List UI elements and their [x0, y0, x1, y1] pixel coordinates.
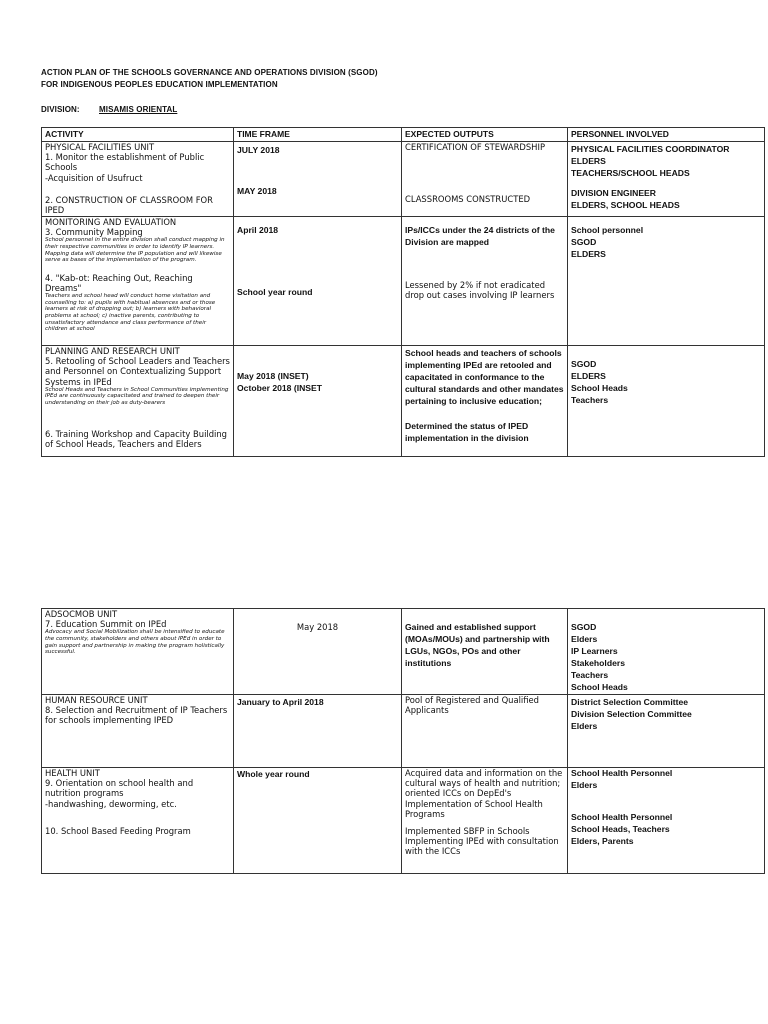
personnel-text: DIVISION ENGINEER: [571, 188, 656, 198]
personnel-text: PHYSICAL FACILITIES COORDINATOR: [571, 144, 730, 154]
personnel-text: Stakeholders: [571, 658, 625, 668]
expected-output-cell: [402, 142, 568, 217]
activity-text: 7. Education Summit on IPEd: [45, 619, 167, 630]
unit-label: PHYSICAL FACILITIES UNIT: [45, 142, 155, 152]
personnel-cell: [568, 142, 765, 217]
activity-text: 8. Selection and Recruitment of IP Teachers for schools implementing IPED: [45, 705, 228, 726]
activity-description: Teachers and school head will conduct home visitation and counselling to: a) pupils with habitual absences and or those learners at risk of dropping out; b) learners with behavioral problems at school; c) inactive parents, contributing to unsatisfactory attendance and class performance of their children at school: [45, 293, 216, 333]
personnel-text: Elders: [571, 780, 598, 790]
personnel-cell: [568, 609, 765, 695]
expected-output-cell: [402, 695, 568, 768]
table-row: [42, 768, 765, 874]
personnel-text: School Heads: [571, 682, 628, 692]
time-frame-cell: [234, 695, 402, 768]
table-row: [42, 142, 765, 217]
time-frame-text: January to April 2018: [237, 697, 324, 707]
activity-text: 9. Orientation on school health and nutrition programs: [45, 778, 194, 799]
document-title-line2: FOR INDIGENOUS PEOPLES EDUCATION IMPLEMENTATION: [41, 80, 278, 89]
activity-cell: [42, 217, 234, 346]
column-header-expected-outputs: EXPECTED OUTPUTS: [402, 128, 568, 142]
time-frame-cell: [234, 609, 402, 695]
table-row: [42, 346, 765, 457]
activity-text: 4. "Kab-ot: Reaching Out, Reaching Dreams": [45, 272, 193, 293]
time-frame-text: JULY 2018: [237, 145, 280, 155]
personnel-text: SGOD: [571, 237, 597, 247]
activity-text: 2. CONSTRUCTION OF CLASSROOM FOR IPED: [45, 194, 213, 216]
time-frame-text: May 2018: [296, 622, 339, 632]
activity-cell: [42, 609, 234, 695]
output-text: Gained and established support (MOAs/MOUs) and partnership with LGUs, NGOs, POs and other institutions: [405, 622, 550, 668]
personnel-cell: [568, 346, 765, 457]
output-text: IPs/ICCs under the 24 districts of the Division are mapped: [405, 225, 555, 247]
activity-description: School Heads and Teachers in School Communities implementing IPEd are continuously capacitated and trained to deepen their understanding on their job as duty-bearers: [45, 386, 229, 406]
output-text: Acquired data and information on the cultural ways of health and nutrition; oriented ICCs on DepEd's Implementation of School Health Programs: [405, 768, 563, 819]
personnel-text: School Health Personnel: [571, 812, 673, 822]
time-frame-cell: [234, 142, 402, 217]
personnel-text: SGOD: [571, 359, 597, 369]
table-header-row: [42, 128, 765, 142]
personnel-text: ELDERS: [571, 156, 606, 166]
column-header-activity: ACTIVITY: [42, 128, 234, 142]
table-row: [42, 695, 765, 768]
personnel-cell: [568, 217, 765, 346]
activity-text: 1. Monitor the establishment of Public Schools: [45, 152, 205, 173]
time-frame-text: MAY 2018: [237, 186, 277, 196]
activity-text: 3. Community Mapping: [45, 227, 143, 238]
personnel-text: TEACHERS/SCHOOL HEADS: [571, 168, 690, 178]
personnel-cell: [568, 695, 765, 768]
output-text: Implemented SBFP in Schools Implementing IPEd with consultation with the ICCs: [405, 826, 559, 857]
output-text: Pool of Registered and Qualified Applicants: [405, 695, 539, 716]
personnel-text: Teachers: [571, 670, 609, 680]
personnel-cell: [568, 768, 765, 874]
personnel-text: IP Learners: [571, 646, 618, 656]
activity-cell: [42, 695, 234, 768]
column-header-personnel: PERSONNEL INVOLVED: [568, 128, 765, 142]
table-row: [42, 609, 765, 695]
activity-subtext: -handwashing, deworming, etc.: [45, 798, 177, 809]
expected-output-cell: [402, 768, 568, 874]
expected-output-cell: [402, 346, 568, 457]
personnel-text: Elders: [571, 634, 598, 644]
personnel-text: ELDERS: [571, 371, 606, 381]
unit-label: MONITORING AND EVALUATION: [45, 217, 177, 227]
activity-text: 6. Training Workshop and Capacity Building of School Heads, Teachers and Elders: [45, 428, 227, 449]
output-text: Lessened by 2% if not eradicated drop out cases involving IP learners: [405, 280, 555, 301]
expected-output-cell: [402, 609, 568, 695]
unit-label: PLANNING AND RESEARCH UNIT: [45, 346, 180, 356]
personnel-text: School Health Personnel: [571, 768, 673, 778]
division-label: DIVISION:: [41, 105, 80, 114]
activity-text: 5. Retooling of School Leaders and Teachers and Personnel on Contextualizing Support Systems in IPEd: [45, 356, 230, 387]
activity-description: School personnel in the entire division shall conduct mapping in their respective communities in order to identify IP learners. Mapping data will determine the IP population and will likewise serve as bases of the implementation of the program.: [45, 237, 225, 264]
activity-cell: [42, 142, 234, 217]
personnel-text: ELDERS: [571, 249, 606, 259]
time-frame-text: Whole year round: [237, 769, 310, 779]
time-frame-text: October 2018 (INSET: [237, 383, 323, 393]
activity-text: 10. School Based Feeding Program: [45, 825, 191, 836]
personnel-text: District Selection Committee: [571, 697, 688, 707]
unit-label: HEALTH UNIT: [45, 768, 100, 778]
activity-subtext: -Acquisition of Usufruct: [45, 172, 143, 183]
personnel-text: SGOD: [571, 622, 597, 632]
personnel-text: Elders, Parents: [571, 836, 634, 846]
time-frame-cell: [234, 217, 402, 346]
personnel-text: Elders: [571, 721, 598, 731]
time-frame-cell: [234, 768, 402, 874]
output-text: Determined the status of IPED implementation in the division: [405, 421, 529, 443]
output-text: CERTIFICATION OF STEWARDSHIP: [405, 142, 546, 152]
time-frame-text: School year round: [237, 287, 313, 297]
activity-cell: [42, 346, 234, 457]
personnel-text: School Heads, Teachers: [571, 824, 670, 834]
unit-label: ADSOCMOB UNIT: [45, 609, 118, 619]
action-plan-table-2: [41, 608, 765, 874]
table-row: [42, 217, 765, 346]
document-title-line1: ACTION PLAN OF THE SCHOOLS GOVERNANCE AND OPERATIONS DIVISION (SGOD): [41, 68, 378, 77]
time-frame-text: May 2018 (INSET): [237, 371, 309, 381]
personnel-text: Division Selection Committee: [571, 709, 692, 719]
personnel-text: ELDERS, SCHOOL HEADS: [571, 200, 680, 210]
activity-description: Advocacy and Social Mobilization shall be intensified to educate the community, stakeholders and others about IPEd in order to gain support and partnership in making the program holistically successful.: [45, 629, 225, 656]
division-value: MISAMIS ORIENTAL: [99, 105, 178, 114]
expected-output-cell: [402, 217, 568, 346]
activity-cell: [42, 768, 234, 874]
output-text: School heads and teachers of schools implementing IPEd are retooled and capacitated in conformance to the cultural standards and other mandates pertaining to inclusive education;: [405, 348, 564, 406]
action-plan-table-1: [41, 127, 765, 457]
output-text: CLASSROOMS CONSTRUCTED: [405, 194, 531, 205]
personnel-text: School Heads: [571, 383, 628, 393]
time-frame-cell: [234, 346, 402, 457]
column-header-time-frame: TIME FRAME: [234, 128, 402, 142]
personnel-text: Teachers: [571, 395, 609, 405]
time-frame-text: April 2018: [237, 225, 279, 235]
personnel-text: School personnel: [571, 225, 644, 235]
unit-label: HUMAN RESOURCE UNIT: [45, 695, 148, 705]
